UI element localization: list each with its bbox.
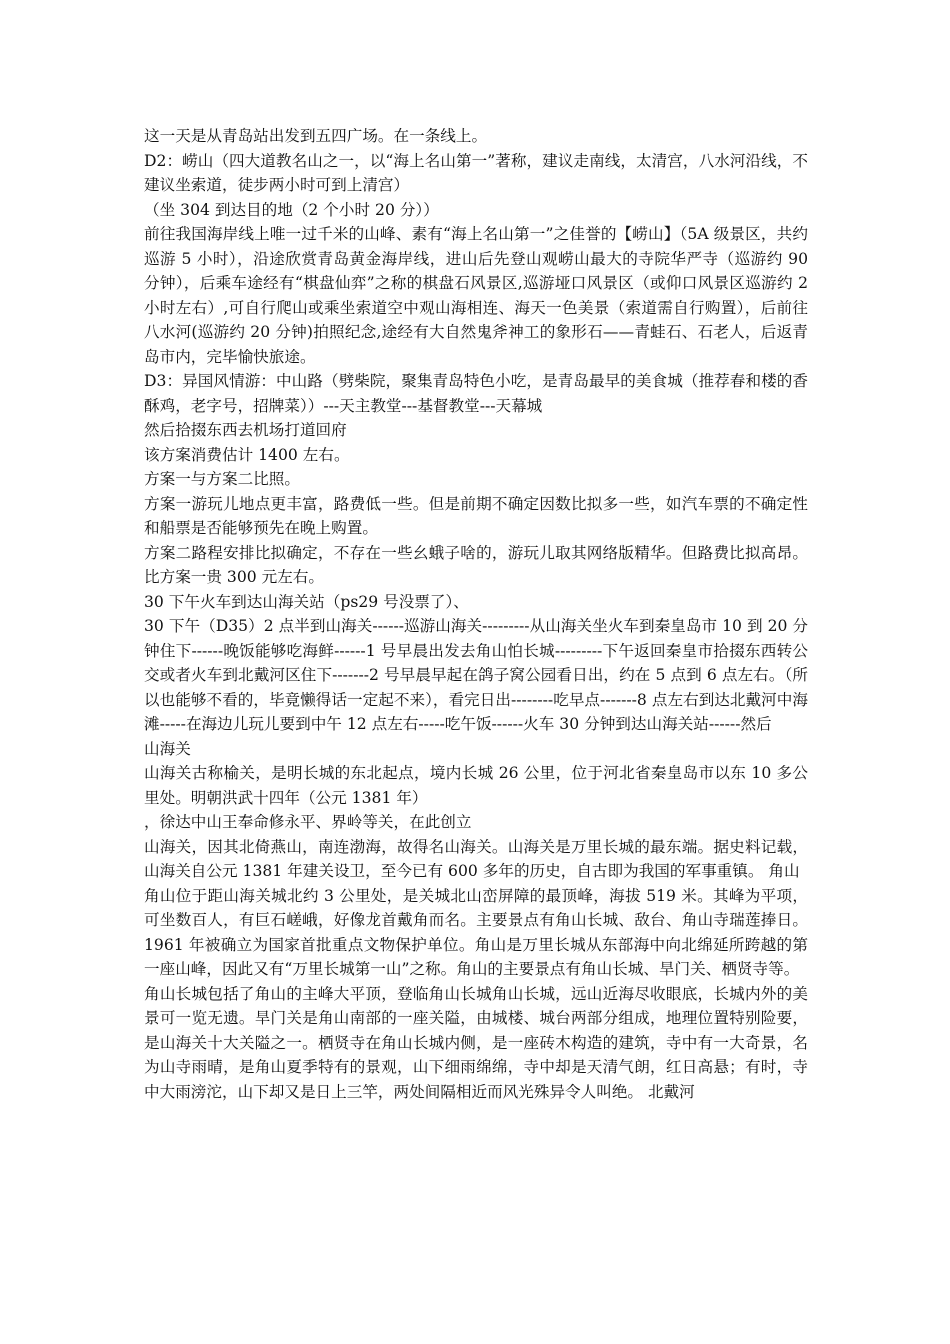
paragraph-plan-comparison: 方案一与方案二比照。 bbox=[144, 470, 300, 488]
paragraph-shanhaiguan-history: 山海关古称榆关，是明长城的东北起点，境内长城 26 公里，位于河北省秦皇岛市以东 10 多公里处。明朝洪武十四年（公元 1381 年） bbox=[144, 764, 808, 807]
paragraph-itinerary-d35: 30 下午（D35）2 点半到山海关------巡游山海关---------从山海关坐火车到秦皇岛市 10 到 20 分钟住下------晚饭能够吃海鲜------1 号早晨出发去角山怕长城---------下午返回秦皇市拾掇东西转公交或者火车到北戴河区住下-------2 号早晨早起在鸽子窝公园看日出，约在 5 点到 6 点左右。（所以也能够不看的，毕竟懒得话一定起不来），看完日出--------吃早点-------8 点左右到达北戴河中海滩-----在海边儿玩儿要到中午 12 点左右-----吃午饭------火车 30 分钟到达山海关站------然后 bbox=[144, 617, 808, 733]
paragraph-day1-summary: 这一天是从青岛站出发到五四广场。在一条线上。 bbox=[144, 127, 488, 145]
paragraph-d3-zhongshan-road: D3：异国风情游：中山路（劈柴院，聚集青岛特色小吃，是青岛最早的美食城（推荐春和楼的香酥鸡，老字号，招牌菜））---天主教堂---基督教堂---天幕城 bbox=[144, 372, 808, 415]
paragraph-return-home: 然后拾掇东西去机场打道回府 bbox=[144, 421, 347, 439]
paragraph-jiaoshan-great-wall: 角山长城包括了角山的主峰大平顶，登临角山长城角山长城，远山近海尽收眼底，长城内外的美景可一览无遗。旱门关是角山南部的一座关隘，由城楼、城台两部分组成，地理位置特别险要，是山海关十大关隘之一。栖贤寺在角山长城内侧，是一座砖木构造的建筑，寺中有一大奇景，名为山寺雨晴，是角山夏季特有的景观，山下细雨绵绵，寺中却是天清气朗，红日高悬；有时，寺中大雨滂沱，山下却又是日上三竿，两处间隔相近而风光殊异令人叫绝。 北戴河 bbox=[144, 984, 808, 1101]
document-body bbox=[144, 124, 808, 1104]
paragraph-shanhaiguan-name: 山海关，因其北倚燕山，南连渤海，故得名山海关。山海关是万里长城的最东端。据史料记载，山海关自公元 1381 年建关设卫，至今已有 600 多年的历史，自古即为我国的军事重镇。 角山 bbox=[144, 837, 808, 880]
paragraph-heading-shanhaiguan: 山海关 bbox=[144, 739, 191, 758]
paragraph-cost-estimate: 该方案消费估计 1400 左右。 bbox=[144, 445, 350, 464]
paragraph-laoshan-tour: 前往我国海岸线上唯一过千米的山峰、素有“海上名山第一”之佳誉的【崂山】（5A 级景区，共约巡游 5 小时），沿途欣赏青岛黄金海岸线，进山后先登山观崂山最大的寺院华严寺（巡游约 90 分钟），后乘车途经有“棋盘仙弈”之称的棋盘石风景区,巡游垭口风景区（或仰口风景区巡游约 2 小时左右）,可自行爬山或乘坐索道空中观山海相连、海天一色美景（索道需自行购置），后前往八水河(巡游约 20 分钟)拍照纪念,途经有大自然鬼斧神工的象形石——青蛙石、石老人，后返青岛市内，完毕愉快旅途。 bbox=[144, 225, 808, 366]
paragraph-plan-two: 方案二路程安排比拟确定，不存在一些幺蛾子啥的，游玩儿取其网络版精华。但路费比拟高昂。比方案一贵 300 元左右。 bbox=[144, 543, 808, 586]
paragraph-plan-one: 方案一游玩儿地点更丰富，路费低一些。但是前期不确定因数比拟多一些，如汽车票的不确定性和船票是否能够预先在晚上购置。 bbox=[144, 494, 808, 537]
paragraph-jiaoshan: 角山位于距山海关城北约 3 公里处，是关城北山峦屏障的最顶峰，海拔 519 米。其峰为平项，可坐数百人，有巨石嵯峨，好像龙首戴角而名。主要景点有角山长城、敌台、角山寺瑞莲捧日。1961 年被确立为国家首批重点文物保护单位。角山是万里长城从东部海中向北绵延所跨越的第一座山峰，因此又有“万里长城第一山”之称。角山的主要景点有角山长城、旱门关、栖贤寺等。 bbox=[144, 886, 808, 978]
paragraph-xuda: ，徐达中山王奉命修永平、界岭等关，在此创立 bbox=[144, 813, 472, 831]
paragraph-bus-304: （坐 304 到达目的地（2 个小时 20 分）） bbox=[144, 200, 439, 219]
paragraph-d2-laoshan: D2：崂山（四大道教名山之一，以“海上名山第一”著称，建议走南线，太清宫，八水河沿线，不建议坐索道，徒步两小时可到上清宫） bbox=[144, 151, 808, 194]
paragraph-train-arrival: 30 下午火车到达山海关站（ps29 号没票了）、 bbox=[144, 592, 469, 611]
